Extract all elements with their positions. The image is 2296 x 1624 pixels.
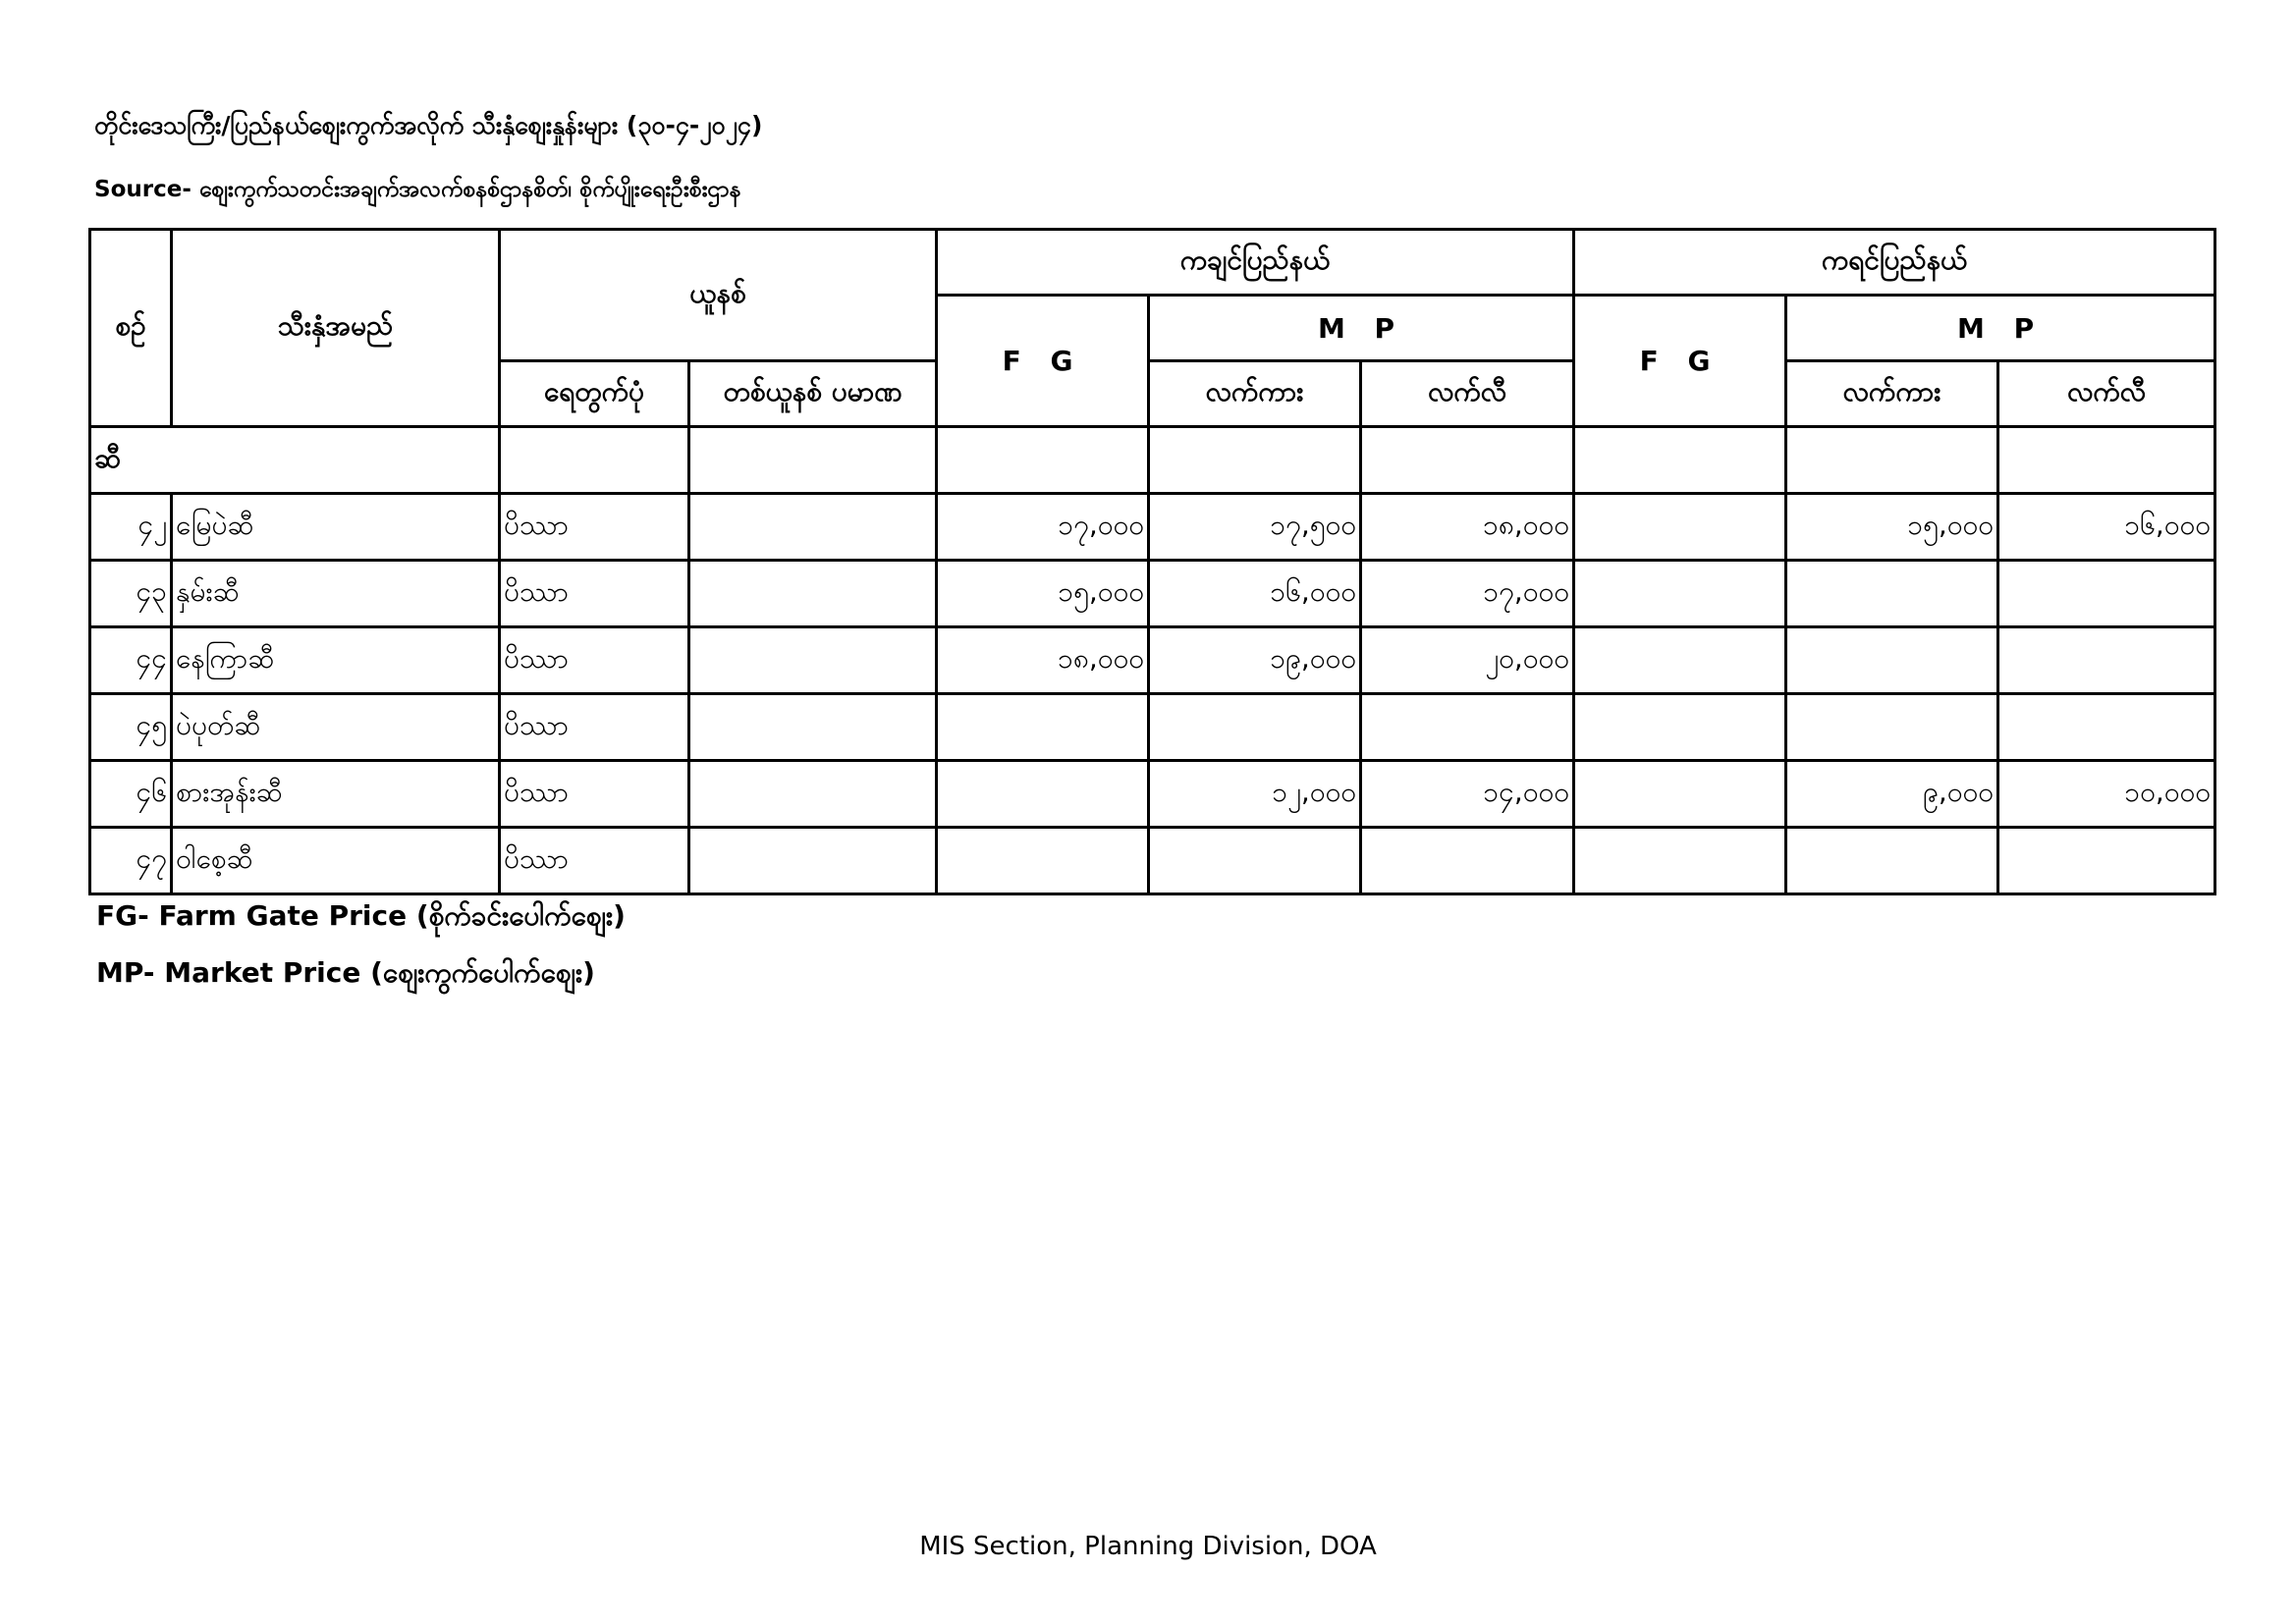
header-unit: ယူနစ် bbox=[500, 230, 937, 361]
row-kayin-fg bbox=[1574, 494, 1786, 561]
row-kachin-fg: ၁၈,၀၀၀ bbox=[937, 627, 1149, 694]
header-kayin-wholesale: လက်ကား bbox=[1786, 361, 1998, 427]
header-kachin-state: ကချင်ပြည်နယ် bbox=[937, 230, 1574, 296]
header-kachin-mp: M P bbox=[1149, 296, 1574, 361]
row-kayin-wholesale: ၁၅,၀၀၀ bbox=[1786, 494, 1998, 561]
row-count-method: ပိဿာ bbox=[500, 828, 689, 894]
row-kayin-retail: ၁၀,၀၀၀ bbox=[1998, 761, 2215, 828]
row-kayin-wholesale bbox=[1786, 561, 1998, 627]
row-kayin-fg bbox=[1574, 828, 1786, 894]
page-title: တိုင်းဒေသကြီး/ပြည်နယ်စျေးကွက်အလိုက် သီးနှံစျေးနှုန်းများ (၃၀-၄-၂၀၂၄) bbox=[94, 111, 763, 139]
row-crop-name: စားအုန်းဆီ bbox=[172, 761, 500, 828]
row-kayin-retail: ၁၆,၀၀၀ bbox=[1998, 494, 2215, 561]
header-kayin-mp: M P bbox=[1786, 296, 2215, 361]
row-kachin-wholesale bbox=[1149, 828, 1361, 894]
row-serial: ၄၄ bbox=[90, 627, 172, 694]
row-unit-quantity bbox=[689, 761, 937, 828]
row-unit-quantity bbox=[689, 828, 937, 894]
header-unit-quantity: တစ်ယူနစ် ပမာဏ bbox=[689, 361, 937, 427]
row-kayin-retail bbox=[1998, 694, 2215, 761]
row-kayin-wholesale: ၉,၀၀၀ bbox=[1786, 761, 1998, 828]
header-kayin-state: ကရင်ပြည်နယ် bbox=[1574, 230, 2215, 296]
row-kachin-wholesale: ၁၇,၅၀၀ bbox=[1149, 494, 1361, 561]
row-kachin-wholesale: ၁၆,၀၀၀ bbox=[1149, 561, 1361, 627]
row-serial: ၄၅ bbox=[90, 694, 172, 761]
row-count-method: ပိဿာ bbox=[500, 761, 689, 828]
row-kachin-fg bbox=[937, 761, 1149, 828]
source-line: Source- စျေးကွက်သတင်းအချက်အလက်စနစ်ဌာနစိတ်၊ စိုက်ပျိုးရေးဦးစီးဌာန bbox=[94, 177, 741, 202]
row-count-method: ပိဿာ bbox=[500, 561, 689, 627]
row-kachin-fg bbox=[937, 694, 1149, 761]
page-footer: MIS Section, Planning Division, DOA bbox=[919, 1532, 1377, 1561]
row-kayin-wholesale bbox=[1786, 828, 1998, 894]
row-kachin-retail: ၁၄,၀၀၀ bbox=[1361, 761, 1574, 828]
row-kachin-wholesale: ၁၉,၀၀၀ bbox=[1149, 627, 1361, 694]
group-label: ဆီ bbox=[90, 427, 500, 494]
note-market-price: MP- Market Price (စျေးကွက်ပေါက်စျေး) bbox=[96, 956, 595, 989]
table-row bbox=[90, 694, 2215, 761]
row-kachin-retail: ၁၇,၀၀၀ bbox=[1361, 561, 1574, 627]
row-kayin-wholesale bbox=[1786, 694, 1998, 761]
row-unit-quantity bbox=[689, 627, 937, 694]
row-kachin-wholesale: ၁၂,၀၀၀ bbox=[1149, 761, 1361, 828]
row-kachin-fg: ၁၅,၀၀၀ bbox=[937, 561, 1149, 627]
row-crop-name: မြေပဲဆီ bbox=[172, 494, 500, 561]
header-kachin-wholesale: လက်ကား bbox=[1149, 361, 1361, 427]
header-kayin-fg: F G bbox=[1574, 296, 1786, 427]
row-count-method: ပိဿာ bbox=[500, 627, 689, 694]
row-serial: ၄၃ bbox=[90, 561, 172, 627]
row-kayin-fg bbox=[1574, 694, 1786, 761]
row-unit-quantity bbox=[689, 561, 937, 627]
header-crop-name: သီးနှံအမည် bbox=[172, 230, 500, 427]
row-kayin-wholesale bbox=[1786, 627, 1998, 694]
table-row bbox=[90, 561, 2215, 627]
row-serial: ၄၆ bbox=[90, 761, 172, 828]
row-crop-name: ပဲပုတ်ဆီ bbox=[172, 694, 500, 761]
row-crop-name: ဝါစေ့ဆီ bbox=[172, 828, 500, 894]
row-serial: ၄၂ bbox=[90, 494, 172, 561]
row-count-method: ပိဿာ bbox=[500, 494, 689, 561]
row-kayin-retail bbox=[1998, 627, 2215, 694]
row-kachin-wholesale bbox=[1149, 694, 1361, 761]
row-kachin-retail: ၂၀,၀၀၀ bbox=[1361, 627, 1574, 694]
group-row bbox=[90, 427, 2215, 494]
row-kayin-retail bbox=[1998, 828, 2215, 894]
row-kachin-fg: ၁၇,၀၀၀ bbox=[937, 494, 1149, 561]
row-crop-name: နေကြာဆီ bbox=[172, 627, 500, 694]
header-count-method: ရေတွက်ပုံ bbox=[500, 361, 689, 427]
row-kayin-retail bbox=[1998, 561, 2215, 627]
header-kachin-retail: လက်လီ bbox=[1361, 361, 1574, 427]
header-kayin-retail: လက်လီ bbox=[1998, 361, 2215, 427]
note-farm-gate-price: FG- Farm Gate Price (စိုက်ခင်းပေါက်စျေး) bbox=[96, 899, 626, 932]
row-unit-quantity bbox=[689, 694, 937, 761]
row-serial: ၄၇ bbox=[90, 828, 172, 894]
table-row bbox=[90, 828, 2215, 894]
header-kachin-fg: F G bbox=[937, 296, 1149, 427]
table-row bbox=[90, 627, 2215, 694]
row-unit-quantity bbox=[689, 494, 937, 561]
table-row bbox=[90, 761, 2215, 828]
row-kachin-retail bbox=[1361, 694, 1574, 761]
row-kayin-fg bbox=[1574, 627, 1786, 694]
row-kachin-retail bbox=[1361, 828, 1574, 894]
row-kayin-fg bbox=[1574, 761, 1786, 828]
row-kachin-retail: ၁၈,၀၀၀ bbox=[1361, 494, 1574, 561]
header-serial: စဉ် bbox=[90, 230, 172, 427]
price-table bbox=[88, 228, 2216, 895]
row-kachin-fg bbox=[937, 828, 1149, 894]
table-row bbox=[90, 494, 2215, 561]
row-crop-name: နှမ်းဆီ bbox=[172, 561, 500, 627]
row-kayin-fg bbox=[1574, 561, 1786, 627]
row-count-method: ပိဿာ bbox=[500, 694, 689, 761]
